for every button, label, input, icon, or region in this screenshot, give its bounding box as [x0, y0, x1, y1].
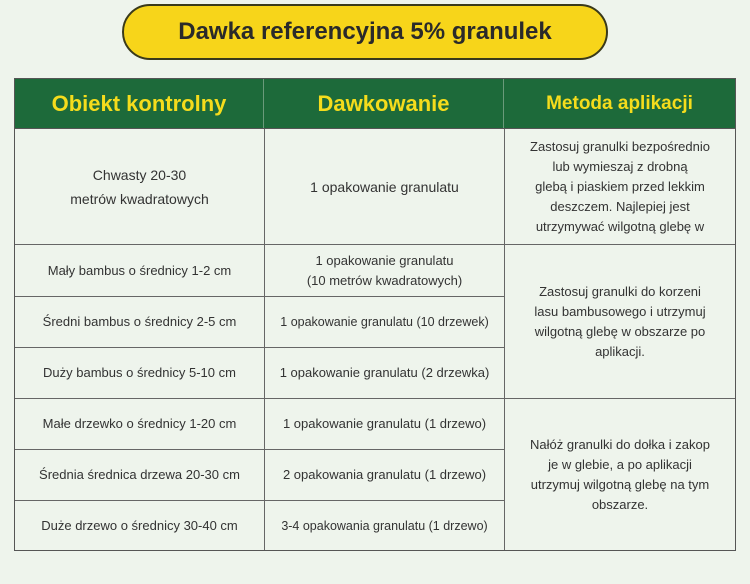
object-text: Duże drzewo o średnicy 30-40 cm: [41, 517, 238, 533]
table-row-object: [15, 501, 264, 550]
object-text: Średnia średnica drzewa 20-30 cm: [39, 467, 240, 482]
table-row-object: [15, 348, 264, 398]
table-row-dose: [265, 348, 504, 398]
table-row-dose: [265, 297, 504, 347]
method-text: glebą i piaskiem przed lekkim: [535, 179, 705, 194]
dose-text: 3-4 opakowania granulatu (1 drzewo): [281, 518, 488, 533]
method-text: wilgotną glebę w obszarze po: [534, 323, 706, 339]
method-text: obszarze.: [591, 496, 649, 512]
object-text: Małe drzewko o średnicy 1-20 cm: [42, 416, 237, 431]
object-text: metrów kwadratowych: [70, 191, 209, 207]
method-text: Zastosuj granulki bezpośrednio: [530, 139, 710, 154]
table-header: [15, 79, 735, 129]
table-row-dose: [265, 130, 504, 244]
dosage-table: [14, 78, 736, 551]
header-dose: Dawkowanie: [264, 79, 504, 128]
dose-text: 1 opakowanie granulatu (10 drzewek): [280, 315, 489, 329]
table-row-dose: [265, 399, 504, 449]
object-text: Duży bambus o średnicy 5-10 cm: [43, 365, 236, 380]
method-weeds: [505, 130, 735, 244]
method-text: Zastosuj granulki do korzeni: [539, 283, 701, 299]
table-row-dose: [265, 450, 504, 500]
table-row-object: [15, 399, 264, 449]
page-title: Dawka referencyjna 5% granulek: [122, 4, 608, 60]
method-text: utrzymywać wilgotną glebę w: [535, 219, 705, 234]
dose-text: 1 opakowanie granulatu (2 drzewka): [279, 365, 490, 380]
method-text: aplikacji.: [595, 343, 645, 359]
table-row-object: [15, 297, 264, 347]
dose-text: (10 metrów kwadratowych): [306, 272, 463, 288]
dose-text: 1 opakowanie granulatu (1 drzewo): [282, 416, 487, 431]
table-row-object: [15, 450, 264, 500]
dose-text: 1 opakowanie granulatu: [315, 252, 454, 268]
method-trees: [505, 399, 735, 550]
table-row-object: [15, 245, 264, 296]
method-text: utrzymuj wilgotną glebę na tym: [530, 476, 710, 492]
object-text: Średni bambus o średnicy 2-5 cm: [42, 314, 237, 329]
method-text: lasu bambusowego i utrzymuj: [534, 303, 706, 319]
method-bamboo: [505, 245, 735, 398]
object-text: Mały bambus o średnicy 1-2 cm: [47, 262, 232, 278]
method-text: lub wymieszaj z drobną: [552, 159, 688, 174]
header-object: Obiekt kontrolny: [15, 79, 264, 128]
object-text: Chwasty 20-30: [92, 167, 187, 183]
header-method: Metoda aplikacji: [546, 92, 693, 114]
method-text: Nałóż granulki do dołka i zakop: [530, 436, 710, 452]
dose-text: 1 opakowanie granulatu: [310, 179, 459, 195]
table-row-dose: [265, 501, 504, 550]
table-row-dose: [265, 245, 504, 296]
table-row-object: [15, 130, 264, 244]
method-text: je w glebie, a po aplikacji: [548, 456, 692, 472]
method-text: deszczem. Najlepiej jest: [550, 199, 690, 214]
dose-text: 2 opakowania granulatu (1 drzewo): [282, 467, 487, 482]
